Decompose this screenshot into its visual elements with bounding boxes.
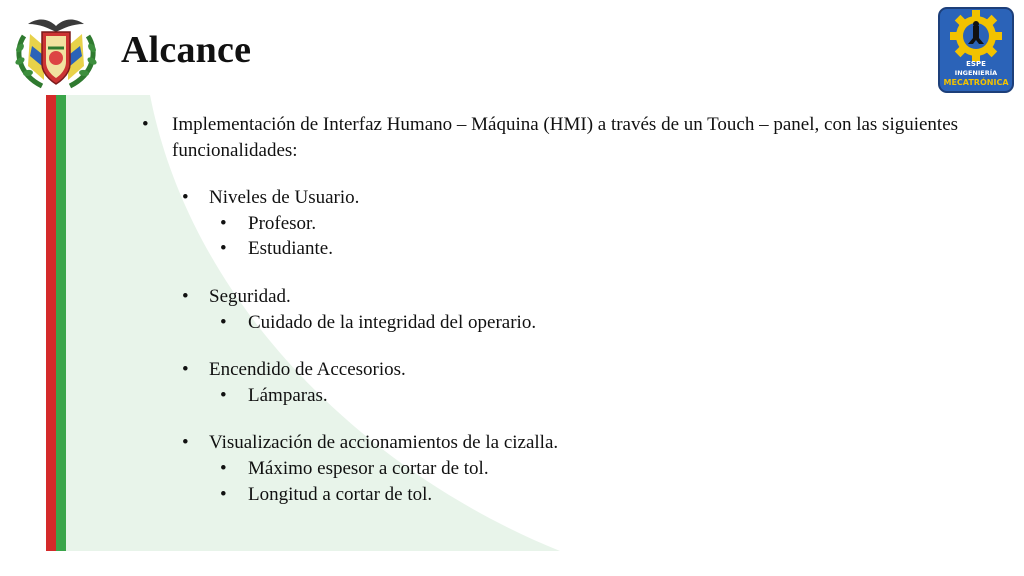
green-stripe xyxy=(56,95,66,551)
list-item xyxy=(140,456,970,482)
bullet-marker: • xyxy=(220,457,227,479)
list-item xyxy=(140,112,970,163)
list-item xyxy=(140,310,970,336)
list-item xyxy=(140,482,970,508)
bullet-marker: • xyxy=(220,212,227,234)
spacer xyxy=(140,262,970,284)
bullet-text-hmi: Implementación de Interfaz Humano – Máquina (HMI) a través de un Touch – panel, con las siguientes funcionalidades: xyxy=(172,114,959,161)
bullet-marker: • xyxy=(182,432,189,454)
coat-of-arms-icon xyxy=(8,6,104,94)
spacer xyxy=(140,163,970,185)
logo-mecatronica-text: MECATRÓNICA xyxy=(943,78,1009,87)
slide-title: Alcance xyxy=(121,29,252,71)
bullet-text-longitud: Longitud a cortar de tol. xyxy=(248,483,433,505)
bullet-marker: • xyxy=(220,483,227,505)
bullet-marker: • xyxy=(182,187,189,209)
spacer xyxy=(140,408,970,430)
list-item xyxy=(140,383,970,409)
bullet-text-profesor: Profesor. xyxy=(248,212,317,234)
list-item xyxy=(140,357,970,383)
list-item xyxy=(140,236,970,262)
bullet-marker: • xyxy=(182,285,189,307)
spacer xyxy=(140,335,970,357)
logo-espe-text: ESPE xyxy=(966,60,986,68)
bullet-text-seguridad: Seguridad. xyxy=(209,285,291,307)
logo-ingenieria-text: INGENIERÍA xyxy=(954,69,998,77)
espe-mecatronica-gear-icon xyxy=(936,6,1016,94)
list-item xyxy=(140,185,970,211)
list-item xyxy=(140,211,970,237)
list-item xyxy=(140,430,970,456)
bullet-marker: • xyxy=(142,114,149,135)
bullet-marker: • xyxy=(220,238,227,260)
bullet-marker: • xyxy=(220,384,227,406)
bullet-text-lamparas: Lámparas. xyxy=(248,384,328,406)
bullet-marker: • xyxy=(182,359,189,381)
bullet-text-encendido: Encendido de Accesorios. xyxy=(209,359,406,381)
bullet-marker: • xyxy=(220,311,227,333)
red-stripe xyxy=(46,95,56,551)
bullet-text-maximo-espesor: Máximo espesor a cortar de tol. xyxy=(248,457,489,479)
bullet-text-niveles: Niveles de Usuario. xyxy=(209,187,360,209)
list-item xyxy=(140,284,970,310)
bullet-list xyxy=(140,112,970,507)
bullet-text-estudiante: Estudiante. xyxy=(248,238,333,260)
bullet-text-visualizacion: Visualización de accionamientos de la cizalla. xyxy=(209,432,559,454)
bullet-text-cuidado: Cuidado de la integridad del operario. xyxy=(248,311,537,333)
